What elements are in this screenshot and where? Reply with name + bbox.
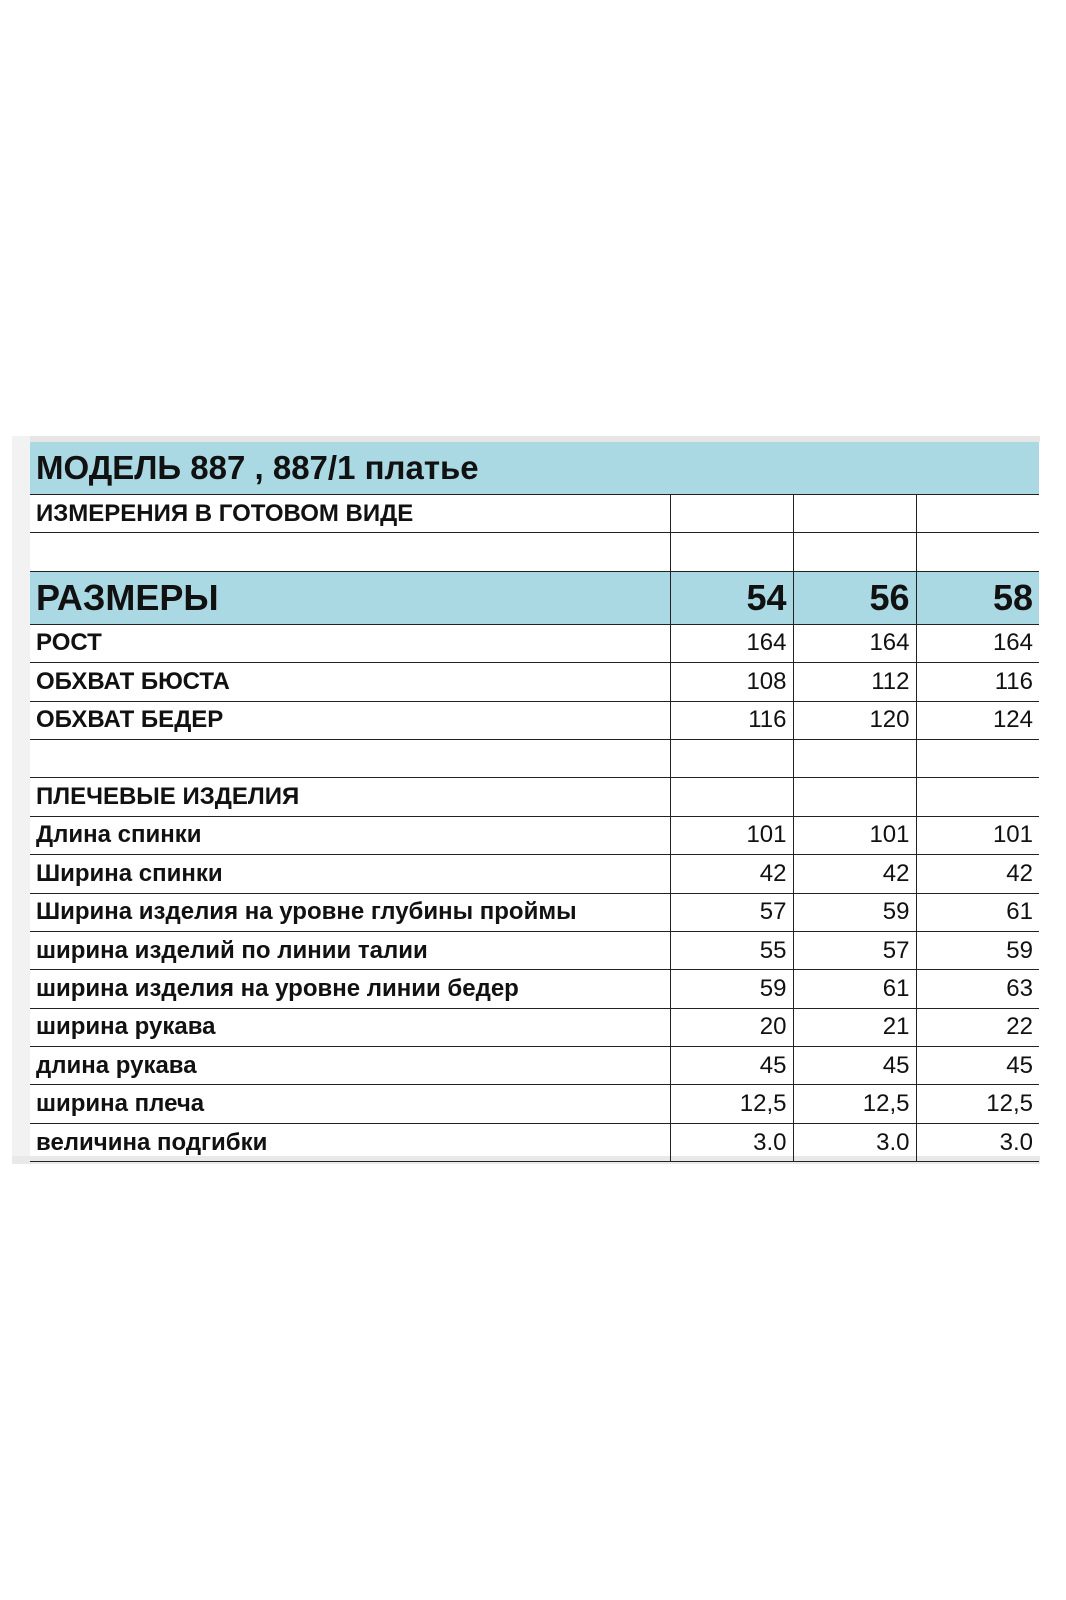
row-label: Ширина спинки [30, 855, 670, 893]
row-value: 55 [670, 931, 793, 969]
row-value: 21 [793, 1008, 916, 1046]
row-label: Ширина изделия на уровне глубины проймы [30, 893, 670, 931]
row-value: 101 [670, 816, 793, 854]
table-row [30, 970, 1039, 1008]
row-label: величина подгибки [30, 1123, 670, 1161]
blank-row [30, 533, 1039, 571]
table-row [30, 663, 1039, 701]
row-value: 12,5 [793, 1085, 916, 1123]
row-value: 45 [793, 1047, 916, 1085]
table-row [30, 893, 1039, 931]
table-row [30, 624, 1039, 662]
section-row [30, 778, 1039, 816]
row-value: 45 [670, 1047, 793, 1085]
row-value: 57 [793, 931, 916, 969]
table-row [30, 1085, 1039, 1123]
table-row [30, 1047, 1039, 1085]
row-value: 164 [793, 624, 916, 662]
table-row [30, 931, 1039, 969]
empty-cell [793, 739, 916, 777]
empty-cell [916, 495, 1039, 533]
title-row [30, 442, 1039, 495]
row-value: 42 [793, 855, 916, 893]
empty-cell [670, 739, 793, 777]
row-value: 57 [670, 893, 793, 931]
table-row [30, 816, 1039, 854]
sizes-label: РАЗМЕРЫ [30, 571, 670, 624]
row-value: 59 [670, 970, 793, 1008]
size-table [30, 442, 1039, 1162]
row-value: 12,5 [670, 1085, 793, 1123]
row-value: 120 [793, 701, 916, 739]
row-value: 59 [916, 931, 1039, 969]
empty-cell [30, 533, 670, 571]
row-value: 42 [670, 855, 793, 893]
row-value: 22 [916, 1008, 1039, 1046]
row-value: 164 [916, 624, 1039, 662]
row-label: РОСТ [30, 624, 670, 662]
row-value: 3.0 [793, 1123, 916, 1161]
row-value: 63 [916, 970, 1039, 1008]
row-value: 59 [793, 893, 916, 931]
sizes-header-row [30, 571, 1039, 624]
model-title: МОДЕЛЬ 887 , 887/1 платье [30, 442, 1039, 495]
row-label: Длина спинки [30, 816, 670, 854]
row-label: ширина плеча [30, 1085, 670, 1123]
blank-row [30, 739, 1039, 777]
row-value: 124 [916, 701, 1039, 739]
empty-cell [670, 533, 793, 571]
row-value: 61 [793, 970, 916, 1008]
table-row [30, 855, 1039, 893]
section-label: ПЛЕЧЕВЫЕ ИЗДЕЛИЯ [30, 778, 670, 816]
measurements-subtitle: ИЗМЕРЕНИЯ В ГОТОВОМ ВИДЕ [30, 495, 670, 533]
row-value: 116 [916, 663, 1039, 701]
table-row [30, 701, 1039, 739]
size-chart-sheet [12, 436, 1040, 1162]
row-value: 3.0 [670, 1123, 793, 1161]
row-value: 12,5 [916, 1085, 1039, 1123]
row-value: 45 [916, 1047, 1039, 1085]
row-label: ширина изделий по линии талии [30, 931, 670, 969]
empty-cell [916, 533, 1039, 571]
empty-cell [916, 778, 1039, 816]
row-value: 101 [793, 816, 916, 854]
row-label: ОБХВАТ БЮСТА [30, 663, 670, 701]
empty-cell [916, 739, 1039, 777]
empty-cell [793, 495, 916, 533]
sheet-left-edge [12, 436, 30, 1162]
row-value: 3.0 [916, 1123, 1039, 1161]
row-label: длина рукава [30, 1047, 670, 1085]
empty-cell [793, 533, 916, 571]
row-label: ОБХВАТ БЕДЕР [30, 701, 670, 739]
table-row [30, 1123, 1039, 1161]
row-value: 112 [793, 663, 916, 701]
row-value: 42 [916, 855, 1039, 893]
row-label: ширина изделия на уровне линии бедер [30, 970, 670, 1008]
row-value: 20 [670, 1008, 793, 1046]
size-header: 56 [793, 571, 916, 624]
empty-cell [670, 778, 793, 816]
table-row [30, 1008, 1039, 1046]
size-header: 54 [670, 571, 793, 624]
size-header: 58 [916, 571, 1039, 624]
empty-cell [793, 778, 916, 816]
row-label: ширина рукава [30, 1008, 670, 1046]
row-value: 116 [670, 701, 793, 739]
empty-cell [30, 739, 670, 777]
subtitle-row [30, 495, 1039, 533]
empty-cell [670, 495, 793, 533]
row-value: 61 [916, 893, 1039, 931]
row-value: 164 [670, 624, 793, 662]
row-value: 101 [916, 816, 1039, 854]
row-value: 108 [670, 663, 793, 701]
